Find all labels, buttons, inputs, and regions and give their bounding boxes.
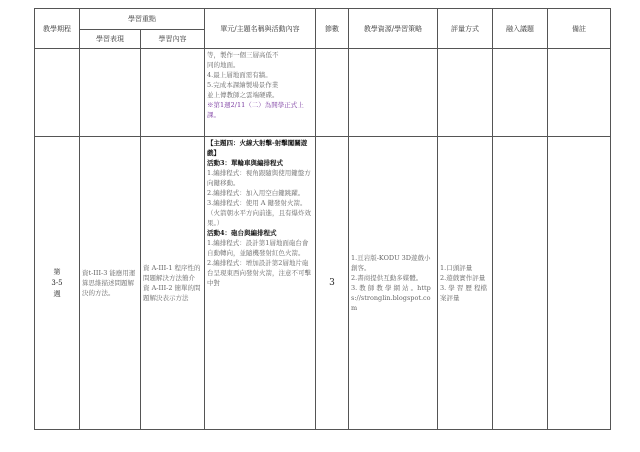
header-performance: 學習表現 xyxy=(80,30,141,49)
cell-integration xyxy=(493,49,548,137)
unit-line: 同的地面。 xyxy=(207,61,240,69)
week-range: 3-5 xyxy=(51,278,63,287)
cell-notes xyxy=(548,49,611,137)
header-unit: 單元/主題名稱與活動內容 xyxy=(205,9,316,49)
cell-assessment xyxy=(438,49,493,137)
table-row-continued xyxy=(35,49,611,137)
cell-content xyxy=(141,49,205,137)
header-integration: 融入議題 xyxy=(493,9,548,49)
header-assessment: 評量方式 xyxy=(438,9,493,49)
assessment-item: 2.遊戲實作評量 xyxy=(440,274,486,282)
semester-start-notice: ※第1週2/11（二）為開學正式上課。 xyxy=(207,101,304,119)
resource-item: 3. 教 師 教 學 網 站 。https://stronglin.blogspot.com xyxy=(351,284,431,312)
cell-assessment-list xyxy=(438,137,493,430)
theme-title: 【主題四：火線大射擊-射擊闖關遊戲】 xyxy=(207,139,308,157)
activity4-item: 2.編排程式：增加設計第2層地片砲台呈現東西向發射火箭，注意不可擊中對 xyxy=(207,259,311,287)
cell-integration-value xyxy=(493,137,548,430)
table-row-week-3-5 xyxy=(35,137,611,430)
activity4-item: 1.編排程式：設計第1層地面砲台會自動轉向，並隨機發射紅色火箭。 xyxy=(207,239,309,257)
assessment-item: 1.口頭評量 xyxy=(440,264,473,272)
assessment-item: 3. 學 習 歷 程檔案評量 xyxy=(440,284,487,302)
cell-resources-list xyxy=(349,137,438,430)
cell-week xyxy=(35,137,80,430)
cell-sessions xyxy=(316,49,349,137)
header-notes: 備註 xyxy=(548,9,611,49)
header-period: 教學期程 xyxy=(35,9,80,49)
unit-line: 4.最上層地面需有牆。 xyxy=(207,71,272,79)
activity3-item: 3.編排程式：使用 A 鍵發射火箭。（火箭朝水平方向前進，且有爆炸效果。） xyxy=(207,199,311,227)
resource-item: 1.亘岩版-KODU 3D遊戲小創客。 xyxy=(351,254,431,272)
unit-line: 並上傳教師之雲端硬碟。 xyxy=(207,91,279,99)
unit-line: 5.完成本課繪製場景作業 xyxy=(207,81,279,89)
header-resources: 教學資源/學習策略 xyxy=(349,9,438,49)
cell-period xyxy=(35,49,80,137)
header-sessions: 節數 xyxy=(316,9,349,49)
activity3-item: 1.編排程式：視角跟隨與使用鍵盤方向鍵移動。 xyxy=(207,169,311,187)
resource-item: 2.書商提供互動多媒體。 xyxy=(351,274,423,282)
cell-resources xyxy=(349,49,438,137)
cell-learning-content: 資 A-III-1 程序性的問題解決方法簡介 資 A-III-2 簡單的問題解決表示方法 xyxy=(141,137,205,430)
activity4-title: 活動4：砲台與編排程式 xyxy=(207,229,277,237)
activity3-item: 2.編排程式：加入用空白鍵跳躍。 xyxy=(207,189,305,197)
cell-learning-performance: 資t-III-3 能應用運算思維描述問題解決的方法。 xyxy=(80,137,141,430)
curriculum-table xyxy=(34,8,611,430)
cell-sessions-count: 3 xyxy=(316,137,349,430)
week-prefix: 第 xyxy=(53,267,61,276)
week-suffix: 週 xyxy=(53,289,61,298)
cell-performance xyxy=(80,49,141,137)
activity3-title: 活動3：單輪車與編排程式 xyxy=(207,159,284,167)
cell-notes-value xyxy=(548,137,611,430)
header-learning-focus: 學習重點 xyxy=(80,9,205,30)
unit-line: 等，製作一個三層高低不 xyxy=(207,51,279,59)
cell-unit-continued xyxy=(205,49,316,137)
header-content: 學習內容 xyxy=(141,30,205,49)
cell-unit-activities xyxy=(205,137,316,430)
